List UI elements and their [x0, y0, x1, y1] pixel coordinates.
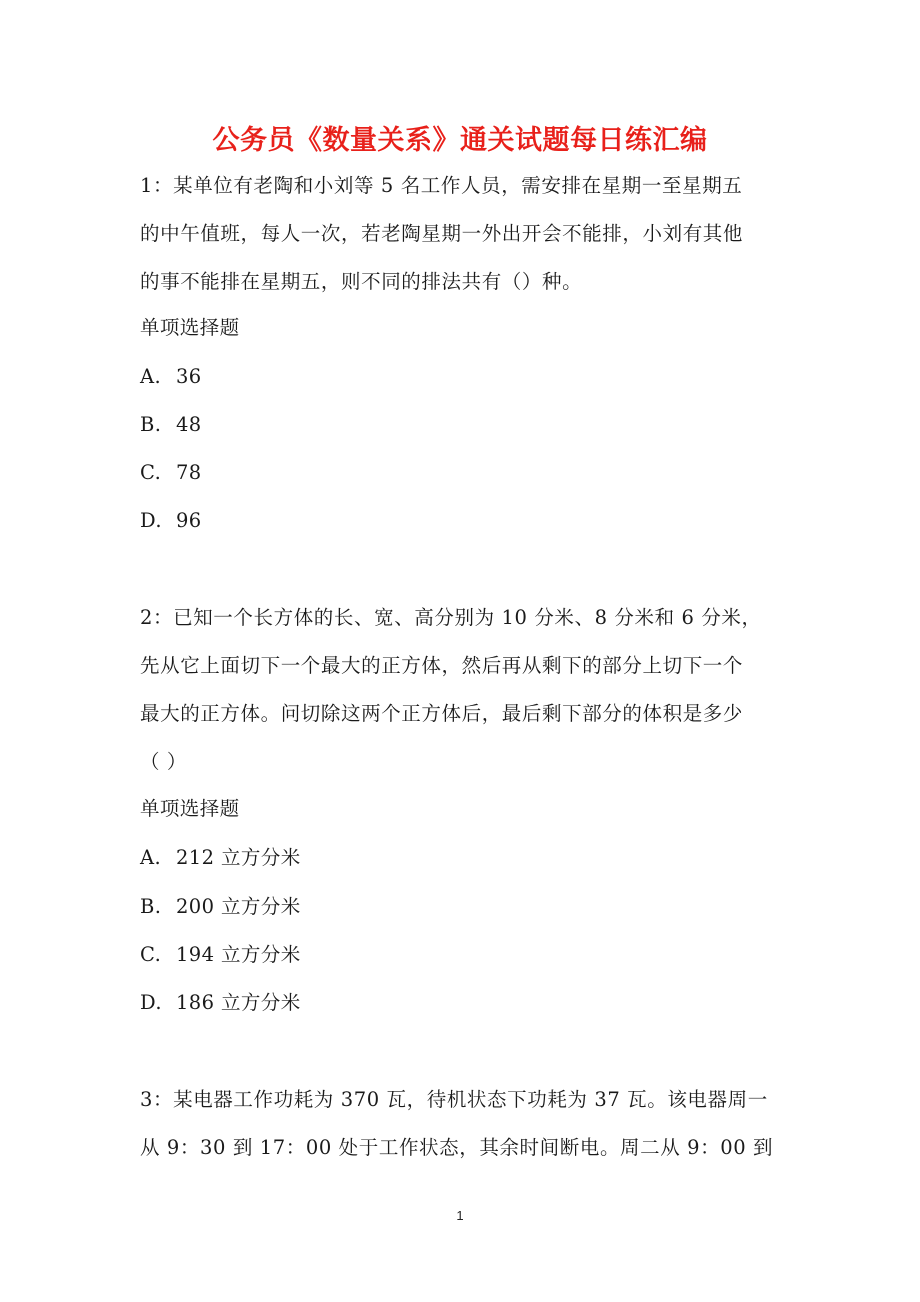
question-2-type-label: 单项选择题: [140, 797, 240, 820]
question-1-option-c: [140, 458, 202, 488]
question-1-text: [140, 162, 790, 306]
question-2-option-d: [140, 988, 301, 1018]
question-1-line-1: 1：某单位有老陶和小刘等 5 名工作人员，需安排在星期一至星期五: [140, 174, 743, 197]
option-key: D.: [140, 991, 162, 1014]
option-key: A.: [140, 846, 162, 869]
option-text: 194 立方分米: [176, 943, 301, 966]
question-2-option-b: [140, 892, 301, 922]
question-1-type-label: 单项选择题: [140, 316, 240, 339]
option-key: B.: [140, 895, 162, 918]
question-3-text: [140, 1076, 790, 1172]
option-text: 78: [176, 461, 202, 484]
question-2-option-c: [140, 940, 301, 970]
question-3-line-1: 3：某电器工作功耗为 370 瓦，待机状态下功耗为 37 瓦。该电器周一: [140, 1088, 768, 1111]
document-title: 公务员《数量关系》通关试题每日练汇编: [212, 125, 708, 156]
option-key: C.: [140, 943, 162, 966]
question-2-option-a: [140, 843, 301, 873]
question-2-line-4: （ ）: [140, 750, 187, 773]
question-1-option-d: [140, 506, 202, 536]
option-text: 96: [176, 509, 202, 532]
option-key: C.: [140, 461, 162, 484]
option-text: 212 立方分米: [176, 846, 301, 869]
question-3-line-2: 从 9：30 到 17：00 处于工作状态，其余时间断电。周二从 9：00 到: [140, 1136, 774, 1159]
option-text: 36: [176, 365, 202, 388]
option-key: B.: [140, 413, 162, 436]
question-2-text: [140, 594, 790, 786]
option-text: 186 立方分米: [176, 991, 301, 1014]
question-1-option-b: [140, 410, 202, 440]
question-1-line-3: 的事不能排在星期五，则不同的排法共有（）种。: [140, 270, 583, 293]
page-number: 1: [456, 1208, 464, 1223]
question-2-line-2: 先从它上面切下一个最大的正方体，然后再从剩下的部分上切下一个: [140, 654, 744, 677]
option-key: A.: [140, 365, 162, 388]
question-2-line-1: 2：已知一个长方体的长、宽、高分别为 10 分米、8 分米和 6 分米，: [140, 606, 762, 629]
question-2-line-3: 最大的正方体。问切除这两个正方体后，最后剩下部分的体积是多少: [140, 702, 744, 725]
option-text: 200 立方分米: [176, 895, 301, 918]
question-1-line-2: 的中午值班，每人一次，若老陶星期一外出开会不能排，小刘有其他: [140, 222, 744, 245]
option-text: 48: [176, 413, 202, 436]
question-1-option-a: [140, 362, 202, 392]
option-key: D.: [140, 509, 162, 532]
